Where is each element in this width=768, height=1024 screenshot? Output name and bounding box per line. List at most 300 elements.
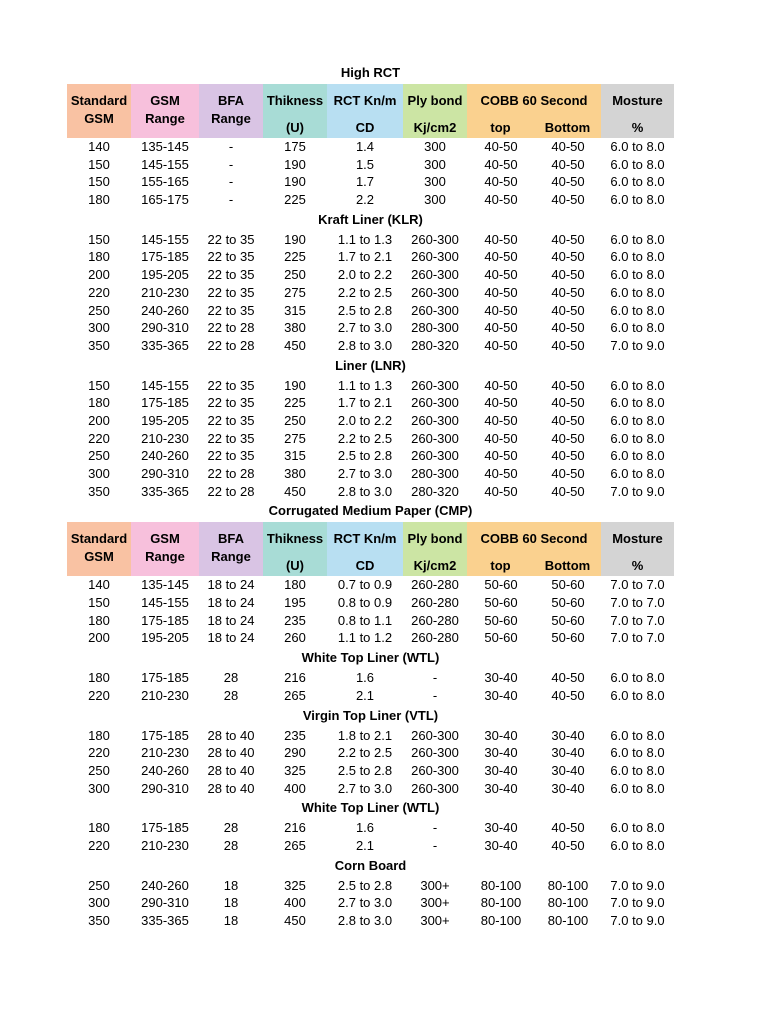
cell-thickness: 265 [284,837,306,853]
cell-rct-cd: 2.5 to 2.8 [337,762,393,778]
cell-standard-gsm: 200 [88,630,110,646]
cell-bfa-range: 28 to 40 [207,762,255,778]
cell-gsm-range: 145-155 [141,377,189,393]
table-row [67,394,674,412]
cell-moisture: 6.0 to 8.0 [610,156,665,172]
cell-standard-gsm: 150 [88,231,110,247]
section-title: Kraft Liner (KLR) [318,211,423,227]
cell-cobb-top: 40-50 [484,320,518,336]
section [67,209,674,355]
cell-moisture: 6.0 to 8.0 [610,302,665,318]
header-ply-bond-label: Ply bond [407,531,463,547]
header-cobb-top: top [490,558,511,574]
cell-standard-gsm: 220 [88,687,110,703]
cell-rct-cd: 0.8 to 0.9 [337,595,393,611]
cell-cobb-bottom: 40-50 [551,687,585,703]
cell-thickness: 235 [284,612,306,628]
header-gsm-range-line2: Range [145,111,185,126]
cell-cobb-top: 40-50 [484,284,518,300]
cell-gsm-range: 210-230 [141,745,189,761]
cell-ply-bond: 260-300 [411,430,459,446]
section [67,355,674,501]
table-row [67,248,674,266]
cell-rct-cd: 1.6 [355,670,375,686]
header-cobb-label: COBB 60 Second [480,93,588,108]
cell-gsm-range: 210-230 [141,837,189,853]
header-rct-label: RCT Kn/m [333,531,397,547]
cell-gsm-range: 240-260 [141,448,189,464]
cell-gsm-range: 195-205 [141,412,189,428]
cell-gsm-range: 210-230 [141,430,189,446]
table-row [67,727,674,745]
cell-standard-gsm: 250 [88,302,110,318]
cell-bfa-range: 22 to 35 [207,377,255,393]
cell-cobb-bottom: 40-50 [551,320,585,336]
table-row [67,412,674,430]
cell-ply-bond: 260-300 [411,377,459,393]
cell-gsm-range: 145-155 [141,156,189,172]
cell-moisture: 6.0 to 8.0 [610,745,665,761]
cell-moisture: 6.0 to 8.0 [610,780,665,796]
cell-gsm-range: 175-185 [141,249,189,265]
cell-cobb-top: 30-40 [484,687,518,703]
cell-cobb-bottom: 30-40 [551,745,585,761]
cell-moisture: 7.0 to 9.0 [610,877,665,893]
cell-moisture: 7.0 to 7.0 [610,595,665,611]
table-row [67,430,674,448]
cell-thickness: 180 [284,577,306,593]
section [67,500,674,647]
cell-cobb-bottom: 80-100 [547,877,589,893]
table-row [67,780,674,798]
cell-rct-cd: 2.7 to 3.0 [337,895,393,911]
table-row [67,669,674,687]
cell-cobb-top: 40-50 [484,267,518,283]
spec-sheet [67,62,674,930]
cell-moisture: 6.0 to 8.0 [610,267,665,283]
cell-rct-cd: 2.0 to 2.2 [337,267,393,283]
cell-moisture: 6.0 to 8.0 [610,762,665,778]
header-moisture-label: Mosture [612,93,663,108]
cell-standard-gsm: 180 [88,820,110,836]
header-thickness-label: Thikness [266,93,324,108]
cell-standard-gsm: 180 [88,192,110,208]
cell-cobb-bottom: 40-50 [551,337,585,353]
cell-cobb-bottom: 40-50 [551,174,585,190]
cell-moisture: 6.0 to 8.0 [610,320,665,336]
cell-bfa-range: - [228,192,234,208]
cell-cobb-bottom: 80-100 [547,895,589,911]
cell-thickness: 190 [284,174,306,190]
table-row [67,744,674,762]
cell-cobb-top: 50-60 [484,595,518,611]
cell-thickness: 216 [284,820,306,836]
header-row [67,84,674,138]
cell-thickness: 380 [284,320,306,336]
header-thickness-label: Thikness [266,531,324,547]
cell-standard-gsm: 140 [88,577,110,593]
cell-standard-gsm: 150 [88,174,110,190]
cell-rct-cd: 1.1 to 1.3 [337,231,393,247]
cell-moisture: 6.0 to 8.0 [610,192,665,208]
cell-ply-bond: 280-300 [411,466,459,481]
header-rct-label: RCT Kn/m [333,93,397,108]
cell-moisture: 6.0 to 8.0 [610,430,665,446]
cell-bfa-range: 22 to 35 [207,395,255,411]
cell-thickness: 216 [284,670,306,686]
cell-bfa-range: 18 to 24 [207,612,255,628]
cell-rct-cd: 2.8 to 3.0 [337,337,393,353]
cell-cobb-top: 30-40 [484,820,518,836]
cell-thickness: 450 [284,483,306,499]
cell-standard-gsm: 220 [88,837,110,853]
cell-standard-gsm: 150 [88,377,110,393]
cell-gsm-range: 175-185 [141,670,189,686]
cell-bfa-range: 22 to 35 [207,284,255,300]
header-cobb [467,84,601,138]
cell-thickness: 250 [284,412,306,428]
cell-rct-cd: 2.8 to 3.0 [337,913,393,928]
cell-thickness: 290 [284,745,306,761]
header-rct-unit: CD [355,558,375,574]
cell-moisture: 6.0 to 8.0 [610,687,665,703]
header-thickness-unit: (U) [285,120,305,135]
table-row [67,284,674,302]
cell-bfa-range: 28 [223,837,239,853]
cell-cobb-top: 50-60 [484,612,518,628]
cell-cobb-top: 30-40 [484,762,518,778]
table-row [67,319,674,337]
cell-bfa-range: 22 to 28 [207,466,255,481]
cell-cobb-top: 40-50 [484,192,518,208]
cell-gsm-range: 335-365 [141,337,189,353]
cell-cobb-top: 40-50 [484,139,518,154]
table-row [67,612,674,630]
cell-rct-cd: 2.1 [355,837,375,853]
cell-standard-gsm: 180 [88,395,110,411]
table-row [67,191,674,209]
cell-ply-bond: 300+ [420,913,450,928]
cell-ply-bond: 260-280 [411,612,459,628]
cell-cobb-bottom: 40-50 [551,448,585,464]
header-cobb-label: COBB 60 Second [480,531,588,547]
cell-thickness: 315 [284,448,306,464]
cell-cobb-top: 30-40 [484,727,518,743]
cell-standard-gsm: 180 [88,612,110,628]
section [67,62,674,209]
cell-ply-bond: 260-300 [411,412,459,428]
header-thickness [263,522,327,576]
header-moisture [601,522,674,576]
table-row [67,576,674,594]
cell-bfa-range: 28 to 40 [207,727,255,743]
cell-standard-gsm: 220 [88,745,110,761]
header-rct [327,522,403,576]
cell-thickness: 190 [284,156,306,172]
table-row [67,594,674,612]
cell-thickness: 250 [284,267,306,283]
table-row [67,266,674,284]
cell-standard-gsm: 250 [88,448,110,464]
cell-gsm-range: 210-230 [141,284,189,300]
header-ply-bond [403,522,467,576]
cell-moisture: 6.0 to 8.0 [610,249,665,265]
cell-bfa-range: 28 [223,820,239,836]
cell-rct-cd: 2.5 to 2.8 [337,448,393,464]
cell-moisture: 7.0 to 9.0 [610,895,665,911]
table-row [67,894,674,912]
cell-moisture: 6.0 to 8.0 [610,174,665,190]
cell-thickness: 325 [284,762,306,778]
cell-cobb-bottom: 80-100 [547,913,589,928]
cell-cobb-top: 40-50 [484,249,518,265]
table-row [67,483,674,501]
cell-standard-gsm: 140 [88,139,110,154]
cell-ply-bond: 280-320 [411,337,459,353]
cell-bfa-range: 22 to 35 [207,412,255,428]
cell-ply-bond: 260-300 [411,727,459,743]
cell-gsm-range: 175-185 [141,727,189,743]
cell-rct-cd: 2.0 to 2.2 [337,412,393,428]
cell-rct-cd: 2.7 to 3.0 [337,466,393,481]
cell-cobb-bottom: 40-50 [551,377,585,393]
cell-standard-gsm: 150 [88,156,110,172]
header-cobb-subs [467,120,601,136]
cell-cobb-bottom: 50-60 [551,630,585,646]
cell-standard-gsm: 300 [88,780,110,796]
header-cobb-bottom: Bottom [544,120,591,135]
header-bfa-range-line1: BFA [218,93,244,108]
cell-rct-cd: 0.8 to 1.1 [337,612,393,628]
cell-moisture: 6.0 to 8.0 [610,284,665,300]
cell-rct-cd: 2.5 to 2.8 [337,877,393,893]
cell-moisture: 7.0 to 7.0 [610,630,665,646]
cell-rct-cd: 2.7 to 3.0 [337,780,393,796]
cell-bfa-range: 18 [223,895,239,911]
cell-thickness: 325 [284,877,306,893]
header-standard-gsm-line2: GSM [84,111,114,126]
section [67,705,674,798]
header-bfa-range [199,84,263,138]
table-row [67,877,674,895]
header-gsm-range [131,522,199,576]
cell-gsm-range: 175-185 [141,612,189,628]
cell-bfa-range: - [228,139,234,154]
cell-rct-cd: 1.1 to 1.3 [337,377,393,393]
cell-gsm-range: 290-310 [141,466,189,481]
cell-cobb-top: 40-50 [484,174,518,190]
header-bfa-range-line2: Range [211,549,251,565]
header-standard-gsm-line1: Standard [70,93,128,108]
cell-moisture: 6.0 to 8.0 [610,820,665,836]
header-standard-gsm [67,522,131,576]
cell-ply-bond: 260-300 [411,745,459,761]
cell-moisture: 6.0 to 8.0 [610,670,665,686]
table-row [67,837,674,855]
cell-bfa-range: 28 to 40 [207,745,255,761]
section [67,855,674,930]
cell-cobb-bottom: 30-40 [551,762,585,778]
cell-cobb-bottom: 40-50 [551,670,585,686]
table-row [67,138,674,156]
cell-ply-bond: 300 [424,139,446,154]
header-moisture-unit: % [631,120,644,135]
cell-standard-gsm: 200 [88,412,110,428]
cell-standard-gsm: 180 [88,249,110,265]
cell-gsm-range: 210-230 [141,687,189,703]
table-row [67,629,674,647]
cell-gsm-range: 290-310 [141,320,189,336]
cell-ply-bond: 300+ [420,877,450,893]
cell-ply-bond: 300+ [420,895,450,911]
cell-bfa-range: 22 to 28 [207,483,255,499]
cell-cobb-top: 40-50 [484,377,518,393]
cell-cobb-bottom: 40-50 [551,284,585,300]
cell-ply-bond: 260-280 [411,577,459,593]
table-row [67,762,674,780]
header-ply-bond [403,84,467,138]
section-title: Virgin Top Liner (VTL) [302,707,439,723]
cell-thickness: 275 [284,284,306,300]
cell-cobb-bottom: 40-50 [551,139,585,154]
cell-bfa-range: 22 to 28 [207,337,255,353]
cell-standard-gsm: 300 [88,466,110,481]
cell-ply-bond: - [432,687,438,703]
cell-cobb-top: 40-50 [484,337,518,353]
cell-standard-gsm: 220 [88,284,110,300]
cell-rct-cd: 0.7 to 0.9 [337,577,393,593]
cell-gsm-range: 195-205 [141,267,189,283]
cell-rct-cd: 1.4 [355,139,375,154]
cell-bfa-range: 22 to 35 [207,448,255,464]
header-gsm-range-line1: GSM [150,93,180,108]
header-bfa-range-line2: Range [211,111,251,126]
cell-cobb-top: 80-100 [480,895,522,911]
header-moisture-label: Mosture [612,531,663,547]
cell-ply-bond: 260-300 [411,395,459,411]
cell-moisture: 7.0 to 9.0 [610,337,665,353]
cell-gsm-range: 175-185 [141,395,189,411]
cell-standard-gsm: 300 [88,895,110,911]
cell-cobb-bottom: 40-50 [551,156,585,172]
cell-ply-bond: 260-300 [411,231,459,247]
header-cobb-subs [467,558,601,574]
header-gsm-range-line1: GSM [150,531,180,547]
cell-ply-bond: 260-280 [411,595,459,611]
cell-moisture: 7.0 to 7.0 [610,577,665,593]
cell-ply-bond: 300 [424,174,446,190]
table-row [67,302,674,320]
section-title: High RCT [340,65,401,80]
table-row [67,173,674,191]
cell-rct-cd: 2.2 to 2.5 [337,284,393,300]
header-ply-bond-unit: Kj/cm2 [413,558,457,574]
cell-cobb-top: 30-40 [484,837,518,853]
cell-cobb-top: 40-50 [484,483,518,499]
header-cobb [467,522,601,576]
cell-cobb-bottom: 30-40 [551,727,585,743]
cell-thickness: 225 [284,192,306,208]
cell-cobb-bottom: 40-50 [551,820,585,836]
cell-gsm-range: 175-185 [141,820,189,836]
cell-standard-gsm: 220 [88,430,110,446]
cell-standard-gsm: 180 [88,670,110,686]
cell-cobb-bottom: 40-50 [551,249,585,265]
section-title: Corn Board [334,857,407,873]
cell-gsm-range: 290-310 [141,780,189,796]
cell-moisture: 7.0 to 9.0 [610,483,665,499]
header-row [67,522,674,576]
cell-ply-bond: - [432,670,438,686]
cell-cobb-bottom: 40-50 [551,395,585,411]
cell-ply-bond: 260-300 [411,284,459,300]
cell-standard-gsm: 250 [88,762,110,778]
cell-cobb-top: 40-50 [484,395,518,411]
cell-cobb-bottom: 40-50 [551,483,585,499]
cell-moisture: 6.0 to 8.0 [610,837,665,853]
header-ply-bond-label: Ply bond [407,93,463,108]
cell-standard-gsm: 180 [88,727,110,743]
cell-gsm-range: 290-310 [141,895,189,911]
table-row [67,156,674,174]
table-row [67,337,674,355]
header-cobb-bottom: Bottom [544,558,591,574]
cell-thickness: 260 [284,630,306,646]
table-row [67,819,674,837]
cell-bfa-range: 28 [223,670,239,686]
section-title: White Top Liner (WTL) [301,800,440,816]
cell-cobb-bottom: 40-50 [551,466,585,481]
cell-ply-bond: 260-280 [411,630,459,646]
cell-ply-bond: 260-300 [411,267,459,283]
cell-ply-bond: 260-300 [411,780,459,796]
header-gsm-range-line2: Range [145,549,185,565]
cell-gsm-range: 155-165 [141,174,189,190]
cell-cobb-bottom: 40-50 [551,430,585,446]
table-row [67,912,674,930]
cell-thickness: 275 [284,430,306,446]
cell-moisture: 7.0 to 7.0 [610,612,665,628]
cell-cobb-bottom: 40-50 [551,302,585,318]
cell-thickness: 190 [284,377,306,393]
cell-cobb-top: 30-40 [484,780,518,796]
cell-moisture: 6.0 to 8.0 [610,231,665,247]
cell-cobb-bottom: 40-50 [551,231,585,247]
cell-cobb-top: 40-50 [484,156,518,172]
cell-bfa-range: 18 [223,913,239,928]
cell-thickness: 315 [284,302,306,318]
cell-bfa-range: 28 to 40 [207,780,255,796]
cell-thickness: 450 [284,913,306,928]
cell-ply-bond: 300 [424,156,446,172]
cell-ply-bond: - [432,837,438,853]
cell-bfa-range: 22 to 35 [207,231,255,247]
cell-rct-cd: 2.2 to 2.5 [337,745,393,761]
cell-cobb-top: 80-100 [480,913,522,928]
cell-rct-cd: 2.1 [355,687,375,703]
cell-gsm-range: 240-260 [141,762,189,778]
header-rct-unit: CD [355,120,375,135]
cell-cobb-top: 40-50 [484,231,518,247]
cell-thickness: 190 [284,231,306,247]
cell-cobb-bottom: 50-60 [551,612,585,628]
cell-cobb-top: 50-60 [484,577,518,593]
cell-ply-bond: 300 [424,192,446,208]
cell-ply-bond: 260-300 [411,249,459,265]
section [67,647,674,704]
cell-cobb-bottom: 40-50 [551,837,585,853]
cell-standard-gsm: 150 [88,595,110,611]
